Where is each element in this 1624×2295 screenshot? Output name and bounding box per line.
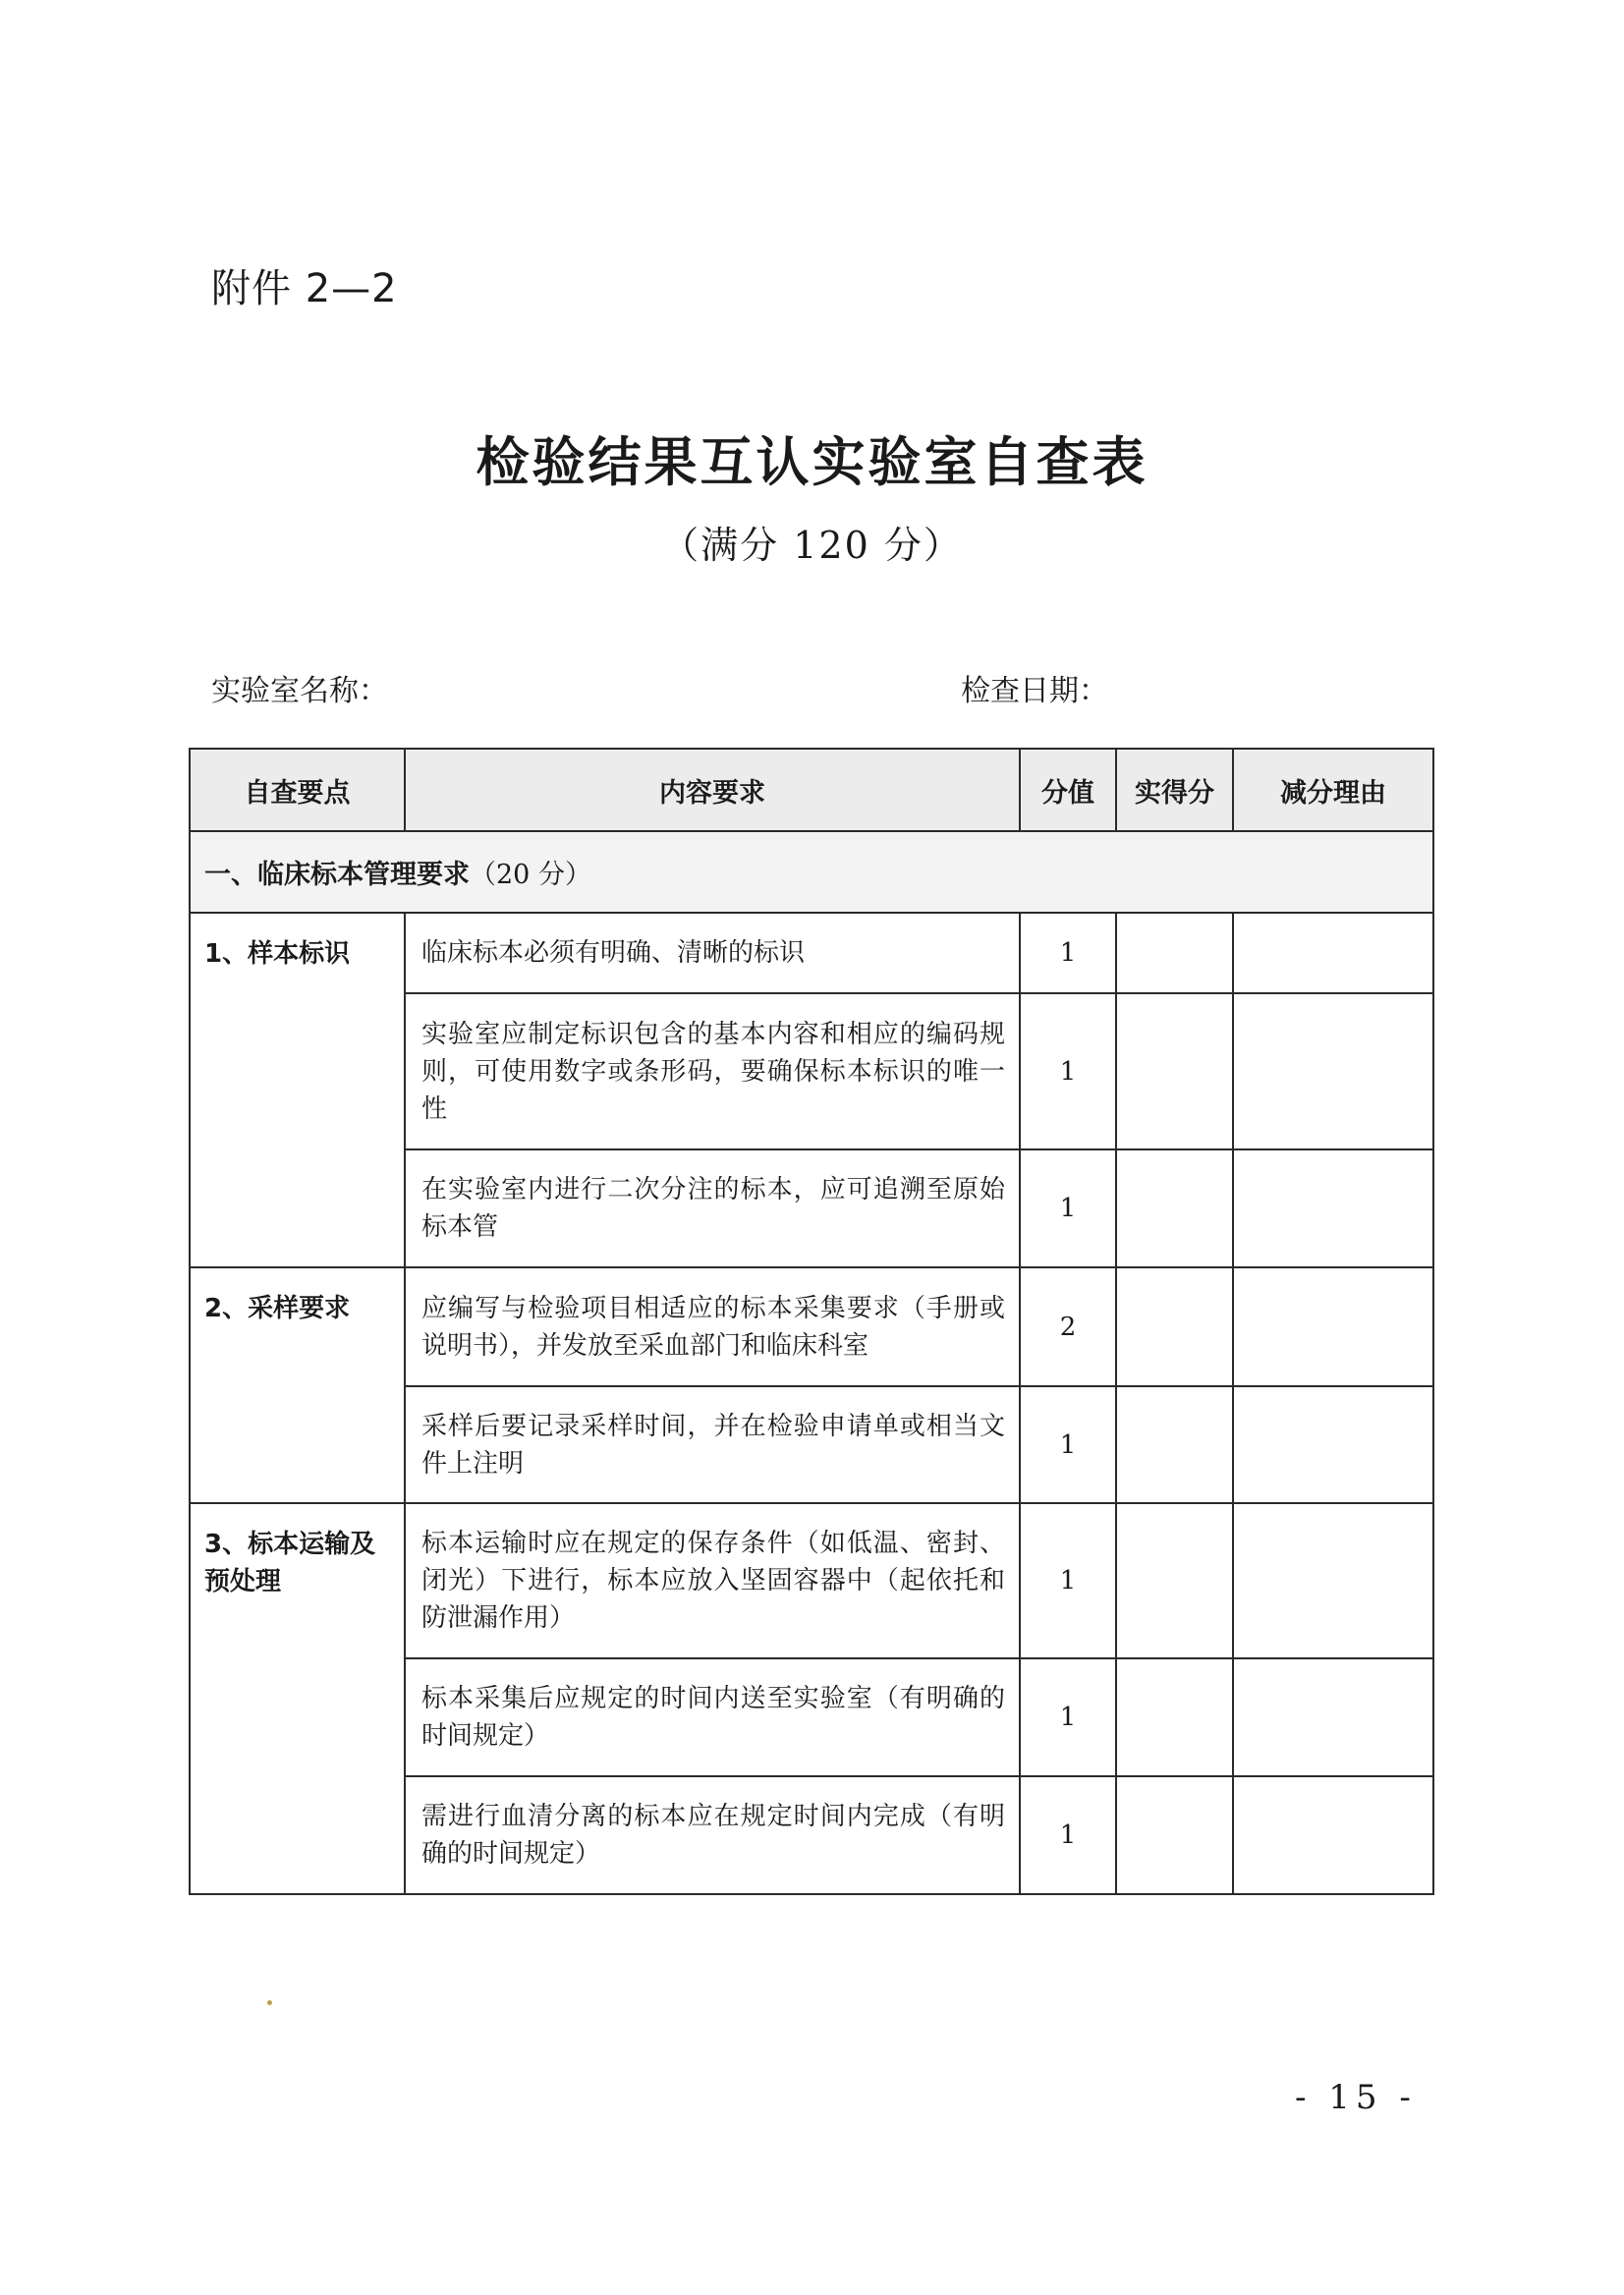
document-title: 检验结果互认实验室自查表 [476,430,1148,493]
section-name: 一、临床标本管理要求 [204,860,470,890]
score-cell: 1 [1020,1503,1116,1658]
attachment-label: 附件 2—2 [211,266,398,311]
actual-score-cell[interactable] [1116,913,1233,993]
actual-score-cell[interactable] [1116,1267,1233,1386]
deduction-reason-cell[interactable] [1233,993,1433,1149]
actual-score-cell[interactable] [1116,993,1233,1149]
actual-score-cell[interactable] [1116,1658,1233,1776]
score-cell: 1 [1020,993,1116,1149]
column-header-score: 分值 [1020,749,1116,831]
actual-score-cell[interactable] [1116,1776,1233,1894]
scan-artifact-dot [267,2000,272,2005]
requirement-cell: 实验室应制定标识包含的基本内容和相应的编码规则，可使用数字或条形码，要确保标本标识的唯一性 [405,993,1020,1149]
check-point-cell: 1、样本标识 [190,913,405,1267]
actual-score-cell[interactable] [1116,1386,1233,1503]
deduction-reason-cell[interactable] [1233,1658,1433,1776]
score-cell: 2 [1020,1267,1116,1386]
deduction-reason-cell[interactable] [1233,913,1433,993]
document-subtitle: （满分 120 分） [661,524,963,567]
deduction-reason-cell[interactable] [1233,1149,1433,1267]
deduction-reason-cell[interactable] [1233,1503,1433,1658]
table-row [190,1503,1433,1658]
table-header-row [190,749,1433,831]
deduction-reason-cell[interactable] [1233,1386,1433,1503]
requirement-cell: 标本运输时应在规定的保存条件（如低温、密封、闭光）下进行，标本应放入坚固容器中（起依托和防泄漏作用） [405,1503,1020,1658]
table-row [190,1267,1433,1386]
requirement-cell: 需进行血清分离的标本应在规定时间内完成（有明确的时间规定） [405,1776,1020,1894]
lab-name-label: 实验室名称： [211,674,388,708]
check-date-label: 检查日期： [961,674,1108,708]
table-row [190,913,1433,993]
section-title [190,831,1433,913]
check-point-cell: 2、采样要求 [190,1267,405,1503]
requirement-cell: 采样后要记录采样时间，并在检验申请单或相当文件上注明 [405,1386,1020,1503]
score-cell: 1 [1020,1658,1116,1776]
deduction-reason-cell[interactable] [1233,1776,1433,1894]
requirement-cell: 标本采集后应规定的时间内送至实验室（有明确的时间规定） [405,1658,1020,1776]
column-header-actual-score: 实得分 [1116,749,1233,831]
column-header-requirement: 内容要求 [405,749,1020,831]
score-cell: 1 [1020,1776,1116,1894]
score-cell: 1 [1020,913,1116,993]
section-row [190,831,1433,913]
column-header-deduction-reason: 减分理由 [1233,749,1433,831]
check-point-cell: 3、标本运输及预处理 [190,1503,405,1894]
section-score-note: （20 分） [470,860,591,890]
self-check-table [189,748,1434,1895]
score-cell: 1 [1020,1386,1116,1503]
requirement-cell: 应编写与检验项目相适应的标本采集要求（手册或说明书），并发放至采血部门和临床科室 [405,1267,1020,1386]
deduction-reason-cell[interactable] [1233,1267,1433,1386]
column-header-check-point: 自查要点 [190,749,405,831]
requirement-cell: 临床标本必须有明确、清晰的标识 [405,913,1020,993]
requirement-cell: 在实验室内进行二次分注的标本，应可追溯至原始标本管 [405,1149,1020,1267]
actual-score-cell[interactable] [1116,1149,1233,1267]
page-number: - 15 - [1295,2078,1417,2117]
score-cell: 1 [1020,1149,1116,1267]
actual-score-cell[interactable] [1116,1503,1233,1658]
